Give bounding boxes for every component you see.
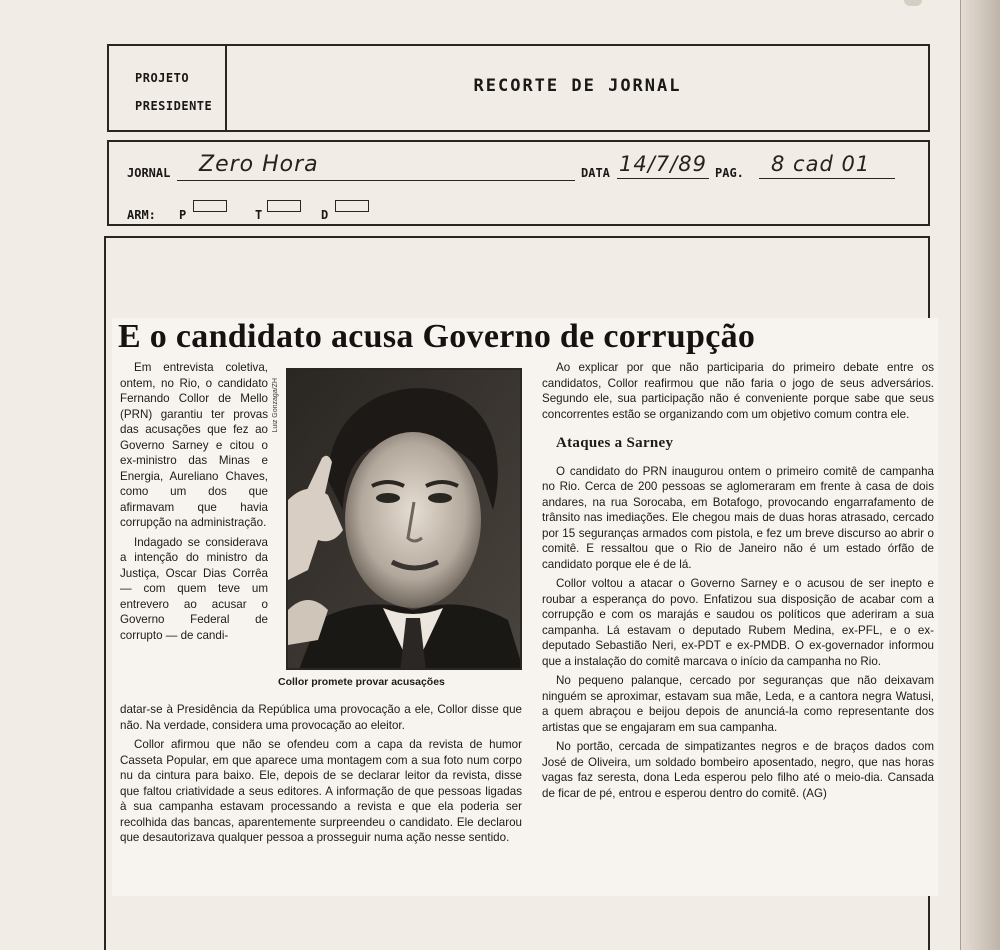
article-column-1 [120, 360, 268, 647]
t-label: T [255, 208, 263, 222]
candidate-photo [286, 368, 522, 670]
paragraph: No pequeno palanque, cercado por seguranças que não deixavam ninguém se aproximar, estavam sua mãe, Leda, e a cantora negra Watusi, a quem abraçou e beijou depois de anunciá-la como representante dos artistas que se engajaram em sua campanha. [542, 674, 934, 734]
jornal-underline [177, 180, 575, 181]
pag-label: PAG. [715, 166, 744, 180]
paragraph: datar-se à Presidência da República uma provocação a ele, Collor disse que não. Na verdade, considera uma provocação ao eleitor. [120, 703, 522, 732]
paragraph: Indagado se considerava a intenção do ministro da Justiça, Oscar Dias Corrêa — com quem teve um entrevero ao acusar o Governo Federal de corrupto — de candi- [120, 535, 268, 642]
project-line1: PROJETO [135, 71, 190, 85]
p-box [193, 200, 227, 212]
pag-underline [759, 178, 895, 179]
punch-hole [904, 0, 922, 6]
arm-label: ARM: [127, 208, 156, 222]
paragraph: Collor afirmou que não se ofendeu com a capa da revista de humor Casseta Popular, em que aparece uma montagem com a sua foto num corpo nu da cintura para baixo. Ele, depois de se declarar leitor da revista, disse que faltou criatividade a seus editores. A informação de que pessoas ligadas à sua campanha estavam processando a revista e que ela poderia ser recolhida das bancas, aparentemente surpreendeu o candidato. Ele declarou que desautorizava qualquer pessoa a prosseguir numa ação nesse sentido. [120, 738, 522, 844]
form-title: RECORTE DE JORNAL [473, 76, 682, 96]
binder-page-edge [960, 0, 1000, 950]
pag-value: 8 cad 01 [771, 152, 871, 176]
data-underline [617, 178, 709, 179]
data-label: DATA [581, 166, 610, 180]
jornal-label: JORNAL [127, 166, 171, 180]
paragraph: O candidato do PRN inaugurou ontem o primeiro comitê de campanha no Rio. Cerca de 200 pessoas se aglomeraram em frente à casa de dois andares, na rua Sorocaba, em Botafogo, provocando engarrafamento de trânsito nas imediações. Ele chegou mais de duas horas atrasado, cercado por 15 seguranças armados com pistola, e fez um breve discurso ao abrir o comitê. E ressaltou que o Rio de Janeiro não é um estado órfão de candidato porque ele é de lá. [542, 464, 934, 571]
article-column-1-continued [120, 702, 522, 850]
paragraph: Ao explicar por que não participaria do primeiro debate entre os candidatos, Collor reafirmou que não faria o jogo de seus adversários. Segundo ele, sua participação não é conveniente porque sabe que seus concorrentes estão se organizando com um objetivo comum contra ele. [542, 361, 934, 421]
portrait-image [288, 370, 522, 670]
article-column-2 [542, 360, 934, 805]
d-box [335, 200, 369, 212]
d-label: D [321, 208, 329, 222]
t-box [267, 200, 301, 212]
p-label: P [179, 208, 187, 222]
paragraph: Collor voltou a atacar o Governo Sarney e o acusou de ser inepto e roubar a esperança do povo. Enfatizou sua disposição de acabar com a corrupção e com os marajás e saudou os políticos que aderiram a sua campanha. Lá estavam o deputado Rubem Medina, ex-PFL, e o ex-deputado Sebastião Neri, ex-PDT e ex-PMDB. O ex-governador informou que a instalação do comitê marcava o início da campanha no Rio. [542, 577, 934, 668]
paragraph: No portão, cercada de simpatizantes negros e de braços dados com José de Oliveira, um soldado bombeiro aposentado, negro, que nas horas vagas faz seresta, dona Leda esperou pelo filho até o meio-dia. Cansada de ficar de pé, entrou e esperou dentro do comitê. (AG) [542, 740, 934, 800]
data-value: 14/7/89 [619, 152, 707, 176]
form-header [107, 44, 930, 132]
photo-caption: Collor promete provar acusações [278, 676, 445, 688]
subheading: Ataques a Sarney [556, 435, 674, 451]
project-line2: PRESIDENTE [135, 99, 213, 113]
jornal-value: Zero Hora [199, 152, 319, 177]
article-headline: E o candidato acusa Governo de corrupção [118, 318, 756, 355]
photo-credit: Luiz Gonzaga/ZH [272, 378, 279, 433]
newspaper-clipping [112, 318, 938, 896]
clipping-info-box [107, 140, 930, 226]
paragraph: Em entrevista coletiva, ontem, no Rio, o candidato Fernando Collor de Mello (PRN) garantiu ter provas das acusações que fez ao Governo Sarney e citou o ex-ministro das Minas e Energia, Aureliano Chaves, como um dos que afirmavam que havia corrupção na administração. [120, 361, 268, 529]
project-label [109, 46, 227, 130]
